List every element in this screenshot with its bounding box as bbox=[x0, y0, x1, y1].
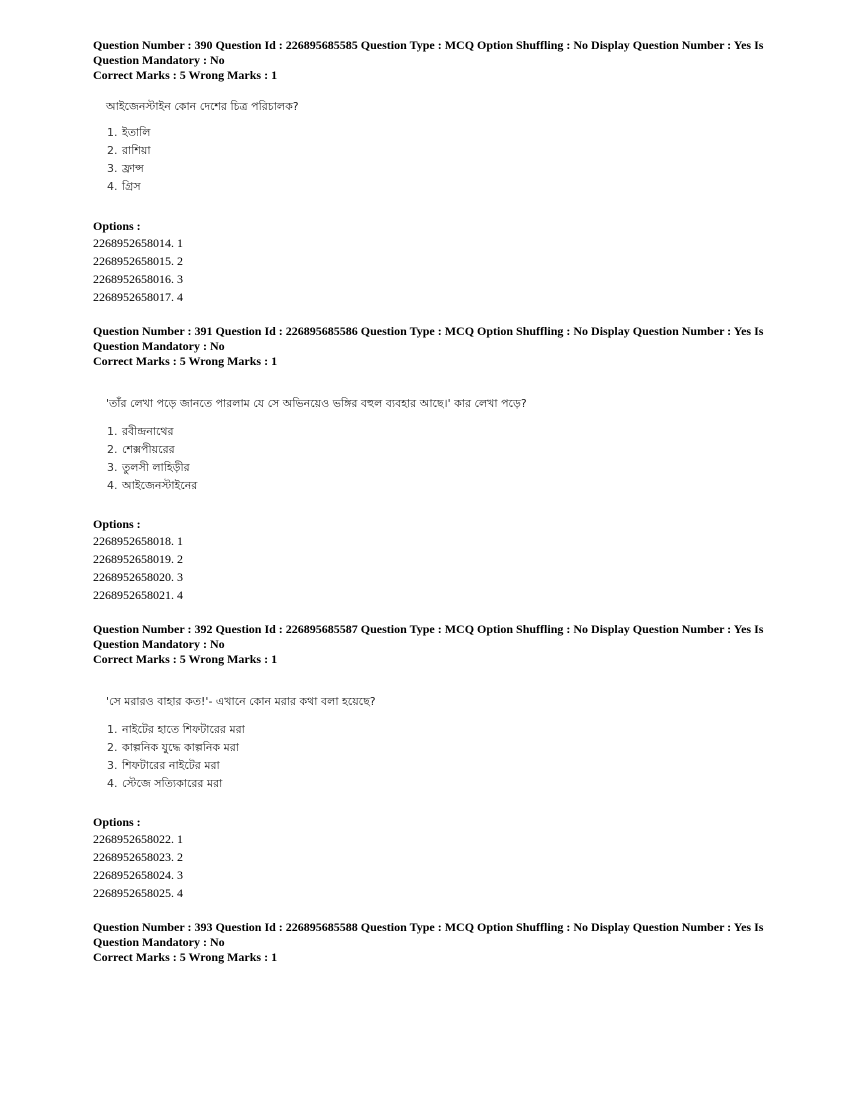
question-block-392 bbox=[93, 622, 773, 900]
choice-item bbox=[107, 459, 197, 477]
option-id: 2268952658017. 4 bbox=[93, 290, 183, 304]
choice-list bbox=[107, 721, 245, 793]
choice-list bbox=[107, 423, 197, 495]
question-header bbox=[93, 38, 773, 83]
choice-label: স্টেজে সত্যিকারের মরা bbox=[122, 777, 223, 790]
choice-item bbox=[107, 441, 197, 459]
choice-item bbox=[107, 477, 197, 495]
option-id: 2268952658022. 1 bbox=[93, 832, 183, 846]
question-meta: Question Number : 393 Question Id : 226895685588 Question Type : MCQ Option Shuffling : No Display Question Number : Yes Is Question Mandatory : No bbox=[93, 920, 764, 949]
option-id: 2268952658014. 1 bbox=[93, 236, 183, 250]
choice-number: 3. bbox=[107, 162, 118, 175]
option-id-list bbox=[93, 830, 183, 902]
choice-item bbox=[107, 423, 197, 441]
choice-item bbox=[107, 178, 151, 196]
option-id: 2268952658025. 4 bbox=[93, 886, 183, 900]
choice-item bbox=[107, 124, 151, 142]
question-meta: Question Number : 390 Question Id : 226895685585 Question Type : MCQ Option Shuffling : No Display Question Number : Yes Is Question Mandatory : No bbox=[93, 38, 764, 67]
option-id: 2268952658019. 2 bbox=[93, 552, 183, 566]
choice-number: 2. bbox=[107, 741, 118, 754]
choice-number: 4. bbox=[107, 479, 118, 492]
choice-number: 3. bbox=[107, 759, 118, 772]
question-header bbox=[93, 920, 773, 965]
choice-item bbox=[107, 142, 151, 160]
question-marks: Correct Marks : 5 Wrong Marks : 1 bbox=[93, 354, 278, 368]
choice-label: আইজেনস্টাইনের bbox=[122, 479, 198, 492]
choice-label: গ্রিস bbox=[122, 180, 141, 193]
option-id: 2268952658016. 3 bbox=[93, 272, 183, 286]
choice-number: 1. bbox=[107, 425, 118, 438]
option-id-list bbox=[93, 532, 183, 604]
question-block-390 bbox=[93, 38, 773, 304]
choice-label: ফ্রান্স bbox=[122, 162, 144, 175]
question-marks: Correct Marks : 5 Wrong Marks : 1 bbox=[93, 652, 278, 666]
question-header bbox=[93, 622, 773, 667]
question-block-393 bbox=[93, 920, 773, 965]
choice-label: শেক্সপীয়রের bbox=[122, 443, 175, 456]
option-id: 2268952658018. 1 bbox=[93, 534, 183, 548]
choice-number: 1. bbox=[107, 126, 118, 139]
question-meta: Question Number : 392 Question Id : 226895685587 Question Type : MCQ Option Shuffling : No Display Question Number : Yes Is Question Mandatory : No bbox=[93, 622, 764, 651]
options-label: Options : bbox=[93, 219, 141, 233]
choice-list bbox=[107, 124, 151, 196]
question-marks: Correct Marks : 5 Wrong Marks : 1 bbox=[93, 950, 278, 964]
choice-item bbox=[107, 757, 245, 775]
question-block-391 bbox=[93, 324, 773, 602]
choice-label: কাল্পনিক যুদ্ধে কাল্পনিক মরা bbox=[122, 741, 239, 754]
question-text: আইজেনস্টাইন কোন দেশের চিত্র পরিচালক? bbox=[106, 100, 299, 113]
choice-number: 2. bbox=[107, 144, 118, 157]
choice-label: নাইটের হাতে শিফটারের মরা bbox=[122, 723, 245, 736]
choice-label: শিফটারের নাইটের মরা bbox=[122, 759, 220, 772]
choice-item bbox=[107, 739, 245, 757]
option-id: 2268952658015. 2 bbox=[93, 254, 183, 268]
choice-number: 1. bbox=[107, 723, 118, 736]
options-label: Options : bbox=[93, 517, 141, 531]
choice-label: রাশিয়া bbox=[122, 144, 151, 157]
choice-item bbox=[107, 775, 245, 793]
option-id: 2268952658021. 4 bbox=[93, 588, 183, 602]
choice-number: 3. bbox=[107, 461, 118, 474]
option-id-list bbox=[93, 234, 183, 306]
choice-item bbox=[107, 160, 151, 178]
choice-label: ইতালি bbox=[122, 126, 151, 139]
choice-label: রবীন্দ্রনাথের bbox=[122, 425, 174, 438]
choice-number: 2. bbox=[107, 443, 118, 456]
question-marks: Correct Marks : 5 Wrong Marks : 1 bbox=[93, 68, 278, 82]
question-text: 'তাঁর লেখা পড়ে জানতে পারলাম যে সে অভিনয়েও ভঙ্গির বহুল ব্যবহার আছে।' কার লেখা পড়ে? bbox=[106, 397, 527, 410]
question-header bbox=[93, 324, 773, 369]
option-id: 2268952658024. 3 bbox=[93, 868, 183, 882]
choice-number: 4. bbox=[107, 777, 118, 790]
options-label: Options : bbox=[93, 815, 141, 829]
option-id: 2268952658020. 3 bbox=[93, 570, 183, 584]
choice-item bbox=[107, 721, 245, 739]
choice-number: 4. bbox=[107, 180, 118, 193]
option-id: 2268952658023. 2 bbox=[93, 850, 183, 864]
question-meta: Question Number : 391 Question Id : 226895685586 Question Type : MCQ Option Shuffling : No Display Question Number : Yes Is Question Mandatory : No bbox=[93, 324, 764, 353]
choice-label: তুলসী লাহিড়ীর bbox=[122, 461, 190, 474]
question-text: 'সে মরারও বাহার কত!'- এখানে কোন মরার কথা বলা হয়েছে? bbox=[106, 695, 376, 708]
